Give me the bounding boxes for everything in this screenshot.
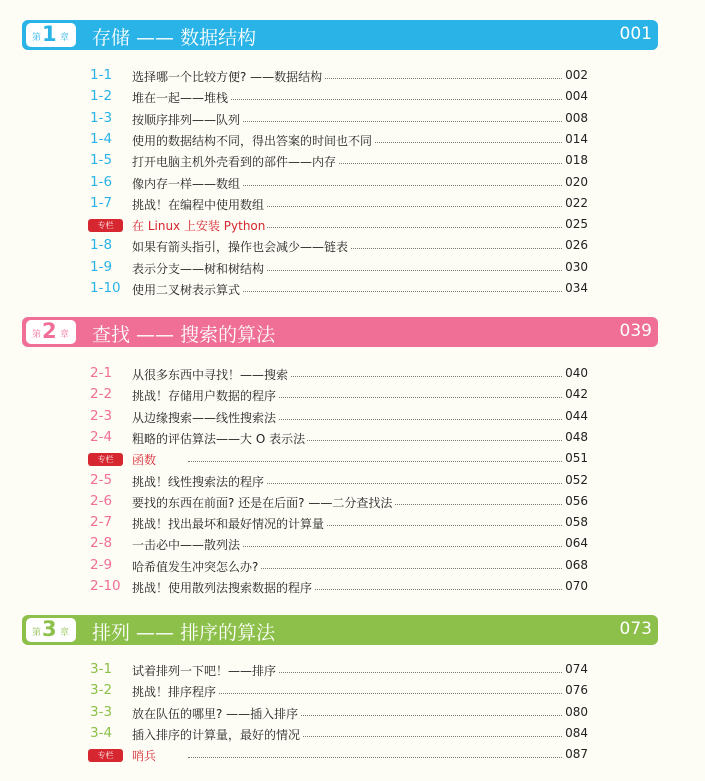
- toc-entry[interactable]: [88, 215, 588, 235]
- section-title: 从边缘搜索——线性搜索法: [132, 410, 277, 425]
- section-number: 2-7: [90, 514, 113, 531]
- section-number: 2-6: [90, 492, 113, 509]
- chapter-number: 1: [42, 22, 57, 46]
- section-number: 2-10: [90, 578, 121, 594]
- section-title: 挑战！存储用户数据的程序: [132, 389, 277, 404]
- toc-entry[interactable]: [88, 66, 588, 86]
- section-title: 挑战！排序程序: [132, 685, 217, 700]
- toc-entry[interactable]: [88, 556, 588, 576]
- section-number: 3-1: [90, 661, 113, 677]
- section-page-number: 026: [565, 238, 588, 253]
- section-number: 1-3: [90, 109, 113, 126]
- section-page-number: 022: [565, 195, 588, 210]
- toc-entry[interactable]: [88, 724, 588, 744]
- chapter-suffix: 章: [60, 628, 70, 638]
- dot-leader: [188, 757, 566, 758]
- toc-entry[interactable]: [88, 385, 588, 405]
- section-number: 1-4: [90, 130, 113, 147]
- section-page-number: 080: [565, 704, 588, 719]
- section-number: 3-2: [90, 682, 113, 699]
- toc-entry[interactable]: [88, 109, 588, 129]
- toc-entry[interactable]: [88, 151, 588, 171]
- section-title: 函数: [132, 453, 157, 468]
- chapter-header[interactable]: [22, 615, 658, 645]
- section-title: 打开电脑主机外壳看到的部件——内存: [132, 155, 337, 170]
- section-number: 2-3: [90, 407, 113, 424]
- chapter-header[interactable]: [22, 317, 658, 347]
- column-badge: 专栏: [88, 749, 123, 762]
- toc-entry[interactable]: [88, 534, 588, 554]
- section-title: 如果有箭头指引，操作也会减少——链表: [132, 240, 349, 255]
- chapter-title: 存储 —— 数据结构: [92, 27, 257, 49]
- section-page-number: 076: [565, 683, 588, 698]
- column-badge: 专栏: [88, 453, 123, 466]
- toc-entry[interactable]: [88, 194, 588, 214]
- section-title: 挑战！使用散列法搜索数据的程序: [132, 581, 313, 595]
- section-page-number: 044: [565, 408, 588, 423]
- chapter-prefix: 第: [32, 33, 42, 43]
- toc-entry[interactable]: [88, 745, 588, 765]
- section-page-number: 018: [565, 153, 588, 168]
- section-page-number: 030: [565, 259, 588, 274]
- toc-entry[interactable]: [88, 364, 588, 384]
- section-title: 一击必中——散列法: [132, 538, 241, 553]
- section-page-number: 040: [565, 366, 588, 380]
- section-page-number: 068: [565, 557, 588, 572]
- dot-leader: [188, 185, 566, 186]
- toc-entry[interactable]: [88, 173, 588, 193]
- section-number: 1-10: [90, 280, 121, 296]
- section-number: 1-1: [90, 67, 113, 83]
- section-page-number: 008: [565, 110, 588, 125]
- toc-entry[interactable]: [88, 681, 588, 701]
- toc-entry[interactable]: [88, 130, 588, 150]
- chapter-badge: [26, 618, 76, 642]
- chapter-header[interactable]: [22, 20, 658, 50]
- section-number: 1-9: [90, 258, 113, 275]
- section-page-number: 052: [565, 472, 588, 487]
- section-page-number: 064: [565, 536, 588, 551]
- section-title: 试着排列一下吧！——排序: [132, 664, 277, 678]
- section-number: 2-2: [90, 386, 113, 403]
- section-page-number: 051: [565, 451, 588, 466]
- toc-entry[interactable]: [88, 703, 588, 723]
- chapter-suffix: 章: [60, 33, 70, 43]
- section-title: 粗略的评估算法——大 O 表示法: [132, 431, 306, 446]
- chapter-page-number: 073: [619, 619, 652, 639]
- section-title: 选择哪一个比较方便? ——数据结构: [132, 70, 323, 84]
- section-title: 哨兵: [132, 749, 157, 764]
- dot-leader: [188, 546, 566, 547]
- section-page-number: 074: [565, 662, 588, 676]
- toc-entry[interactable]: [88, 407, 588, 427]
- section-title: 从很多东西中寻找！——搜索: [132, 368, 289, 382]
- chapter-page-number: 039: [619, 321, 652, 341]
- toc-entry[interactable]: [88, 87, 588, 107]
- chapter-prefix: 第: [32, 330, 42, 340]
- section-title: 挑战！线性搜索法的程序: [132, 474, 265, 489]
- section-title: 挑战！在编程中使用数组: [132, 197, 265, 212]
- toc-entry[interactable]: [88, 258, 588, 278]
- section-number: 1-2: [90, 88, 113, 105]
- section-number: 1-5: [90, 152, 113, 169]
- section-page-number: 058: [565, 515, 588, 530]
- toc-entry[interactable]: [88, 471, 588, 491]
- column-badge: 专栏: [88, 219, 123, 232]
- section-page-number: 020: [565, 174, 588, 189]
- section-page-number: 070: [565, 579, 588, 593]
- section-number: 1-6: [90, 173, 113, 190]
- section-title: 挑战！找出最坏和最好情况的计算量: [132, 517, 325, 532]
- section-page-number: 042: [565, 387, 588, 402]
- dot-leader: [188, 693, 566, 694]
- dot-leader: [188, 461, 566, 462]
- section-page-number: 002: [565, 68, 588, 82]
- section-page-number: 084: [565, 725, 588, 740]
- chapter-badge: [26, 23, 76, 47]
- chapter-badge: [26, 320, 76, 344]
- section-title: 哈希值发生冲突怎么办?: [132, 559, 259, 574]
- dot-leader: [188, 291, 566, 292]
- section-page-number: 056: [565, 493, 588, 508]
- section-title: 表示分支——树和树结构: [132, 261, 265, 276]
- section-title: 要找的东西在前面? 还是在后面? ——二分查找法: [132, 495, 393, 510]
- section-number: 2-8: [90, 535, 113, 552]
- section-number: 1-7: [90, 194, 113, 211]
- section-title: 按顺序排列——队列: [132, 112, 241, 127]
- toc-entry[interactable]: [88, 492, 588, 512]
- section-page-number: 087: [565, 747, 588, 762]
- section-number: 2-9: [90, 556, 113, 573]
- section-number: 3-3: [90, 703, 113, 720]
- toc-entry[interactable]: [88, 236, 588, 256]
- section-page-number: 025: [565, 217, 588, 232]
- toc-entry[interactable]: [88, 428, 588, 448]
- section-number: 2-1: [90, 365, 113, 381]
- section-number: 1-8: [90, 237, 113, 254]
- toc-entry[interactable]: [88, 449, 588, 469]
- dot-leader: [188, 99, 566, 100]
- dot-leader: [188, 121, 566, 122]
- chapter-suffix: 章: [60, 330, 70, 340]
- section-title: 堆在一起——堆栈: [132, 91, 229, 106]
- section-number: 2-4: [90, 428, 113, 445]
- section-title: 使用的数据结构不同，得出答案的时间也不同: [132, 133, 373, 148]
- section-title: 放在队伍的哪里? ——插入排序: [132, 706, 299, 721]
- section-page-number: 004: [565, 89, 588, 104]
- toc-entry[interactable]: [88, 577, 588, 597]
- section-title: 使用二叉树表示算式: [132, 283, 241, 297]
- section-number: 2-5: [90, 471, 113, 488]
- section-page-number: 048: [565, 429, 588, 444]
- section-title: 插入排序的计算量，最好的情况: [132, 727, 301, 742]
- section-page-number: 034: [565, 281, 588, 295]
- section-page-number: 014: [565, 131, 588, 146]
- chapter-prefix: 第: [32, 628, 42, 638]
- chapter-page-number: 001: [619, 24, 652, 44]
- chapter-title: 排列 —— 排序的算法: [92, 622, 276, 644]
- chapter-number: 2: [42, 319, 57, 343]
- section-number: 3-4: [90, 724, 113, 741]
- toc-entry[interactable]: [88, 279, 588, 299]
- toc-entry[interactable]: [88, 513, 588, 533]
- toc-entry[interactable]: [88, 660, 588, 680]
- section-title: 像内存一样——数组: [132, 176, 241, 191]
- chapter-number: 3: [42, 617, 57, 641]
- section-title: 在 Linux 上安装 Python: [132, 219, 266, 234]
- chapter-title: 查找 —— 搜索的算法: [92, 324, 276, 346]
